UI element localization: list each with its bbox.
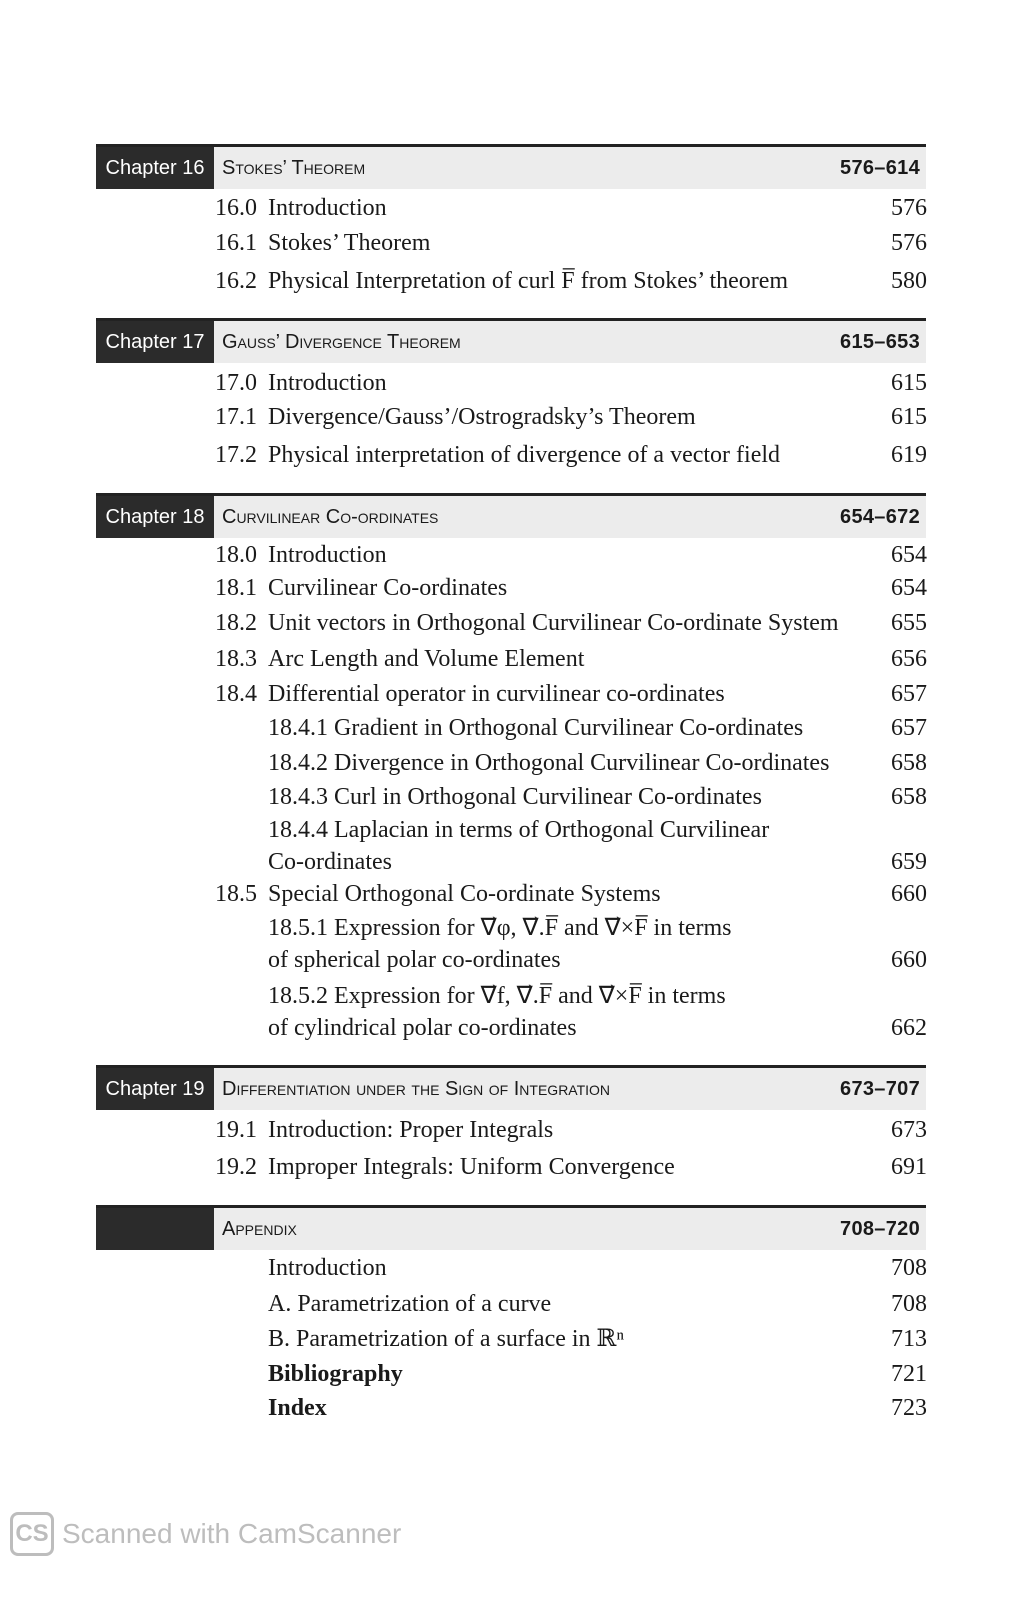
section-title: Improper Integrals: Uniform Convergence: [268, 1154, 675, 1180]
toc-entry[interactable]: [215, 1323, 927, 1355]
subsection-title: 18.4.1 Gradient in Orthogonal Curvilinear Co-ordinates: [268, 715, 804, 741]
watermark-text: Scanned with CamScanner: [62, 1518, 402, 1549]
section-number: 17.0: [215, 370, 257, 396]
section-number: 16.1: [215, 230, 257, 256]
subsection-title: of cylindrical polar co-ordinates: [268, 1015, 577, 1041]
page-number: 615: [891, 404, 927, 430]
toc-entry[interactable]: [215, 265, 927, 297]
chapter-page-range: 576–614: [840, 156, 920, 179]
page-number: 662: [891, 1015, 927, 1041]
section-number: 17.2: [215, 442, 257, 468]
camscanner-watermark: [10, 1512, 401, 1556]
subsection-title: 18.4.4 Laplacian in terms of Orthogonal Curvilinear: [268, 817, 770, 843]
chapter-17-header: [96, 318, 926, 363]
toc-entry[interactable]: [215, 1114, 927, 1146]
toc-entry[interactable]: [215, 678, 927, 710]
section-title: Stokes’ Theorem: [268, 230, 431, 256]
chapter-18-header: [96, 493, 926, 538]
page-number: 721: [891, 1361, 927, 1387]
section-number: 18.0: [215, 542, 257, 568]
section-title: B. Parametrization of a surface in ℝⁿ: [268, 1326, 625, 1352]
section-title: Index: [268, 1395, 327, 1421]
chapter-page-range: 673–707: [840, 1077, 920, 1100]
toc-subentry[interactable]: [215, 747, 927, 779]
subsection-title: of spherical polar co-ordinates: [268, 947, 561, 973]
section-number: 18.2: [215, 610, 257, 636]
chapter-page-range: 654–672: [840, 505, 920, 528]
toc-subentry-continued[interactable]: [215, 944, 927, 976]
page-number: 657: [891, 681, 927, 707]
section-number: 16.0: [215, 195, 257, 221]
page-number: 691: [891, 1154, 927, 1180]
section-title: Arc Length and Volume Element: [268, 646, 585, 672]
section-title: Introduction: Proper Integrals: [268, 1117, 554, 1143]
section-number: 18.3: [215, 646, 257, 672]
toc-entry[interactable]: [215, 1151, 927, 1183]
section-title: Bibliography: [268, 1361, 403, 1387]
page-number: 655: [891, 610, 927, 636]
toc-entry[interactable]: [215, 401, 927, 433]
section-title: Special Orthogonal Co-ordinate Systems: [268, 881, 661, 907]
chapter-label: Chapter 16: [96, 147, 214, 189]
chapter-page-range: 708–720: [840, 1217, 920, 1240]
section-number: 18.1: [215, 575, 257, 601]
section-number: 17.1: [215, 404, 257, 430]
toc-subentry[interactable]: [215, 912, 927, 944]
section-title: Physical Interpretation of curl F̅ from Stokes’ theorem: [268, 268, 789, 294]
page-number: 673: [891, 1117, 927, 1143]
page-number: 708: [891, 1255, 927, 1281]
chapter-label: Chapter 19: [96, 1068, 214, 1110]
page-number: 660: [891, 881, 927, 907]
page-number: 658: [891, 784, 927, 810]
page-number: 723: [891, 1395, 927, 1421]
page-number: 580: [891, 268, 927, 294]
chapter-label: [96, 1208, 214, 1250]
section-title: Introduction: [268, 195, 387, 221]
page-number: 619: [891, 442, 927, 468]
page-number: 657: [891, 715, 927, 741]
chapter-title: Stokes’ Theorem: [222, 156, 366, 179]
section-title: Unit vectors in Orthogonal Curvilinear Co-ordinate System: [268, 610, 839, 636]
chapter-title: Curvilinear Co-ordinates: [222, 505, 439, 528]
section-number: 19.1: [215, 1117, 257, 1143]
subsection-title: 18.4.3 Curl in Orthogonal Curvilinear Co-ordinates: [268, 784, 762, 810]
subsection-title: 18.5.2 Expression for ∇⃗f, ∇⃗.F̅ and ∇⃗×F̅ in terms: [268, 983, 726, 1009]
chapter-page-range: 615–653: [840, 330, 920, 353]
section-number: 16.2: [215, 268, 257, 294]
page-number: 659: [891, 849, 927, 875]
toc-entry[interactable]: [215, 607, 927, 639]
chapter-label: Chapter 17: [96, 321, 214, 363]
chapter-16-header: [96, 144, 926, 189]
toc-subentry[interactable]: [215, 980, 927, 1012]
toc-entry[interactable]: [215, 1252, 927, 1284]
subsection-title: 18.5.1 Expression for ∇⃗φ, ∇⃗.F̅ and ∇⃗×F̅ in terms: [268, 915, 732, 941]
page-number: 615: [891, 370, 927, 396]
toc-subentry[interactable]: [215, 814, 927, 846]
toc-entry[interactable]: [215, 227, 927, 259]
section-title: Introduction: [268, 370, 387, 396]
toc-subentry-continued[interactable]: [215, 1012, 927, 1044]
toc-entry[interactable]: [215, 1288, 927, 1320]
page-number: 708: [891, 1291, 927, 1317]
page-number: 576: [891, 230, 927, 256]
section-title: Divergence/Gauss’/Ostrogradsky’s Theorem: [268, 404, 696, 430]
toc-entry[interactable]: [215, 643, 927, 675]
toc-entry[interactable]: [215, 539, 927, 571]
section-number: 18.4: [215, 681, 257, 707]
toc-subentry[interactable]: [215, 712, 927, 744]
toc-entry[interactable]: [215, 572, 927, 604]
section-title: Introduction: [268, 542, 387, 568]
toc-entry[interactable]: [215, 439, 927, 471]
page-number: 576: [891, 195, 927, 221]
subsection-title: Co-ordinates: [268, 849, 392, 875]
chapter-label: Chapter 18: [96, 496, 214, 538]
page-number: 658: [891, 750, 927, 776]
chapter-title: Differentiation under the Sign of Integration: [222, 1077, 611, 1100]
toc-entry-bibliography[interactable]: [215, 1358, 927, 1390]
chapter-19-header: [96, 1065, 926, 1110]
appendix-title: Appendix: [222, 1217, 297, 1240]
page-number: 654: [891, 542, 927, 568]
page-number: 713: [891, 1326, 927, 1352]
chapter-title: Gauss’ Divergence Theorem: [222, 330, 461, 353]
toc-entry[interactable]: [215, 878, 927, 910]
section-title: Physical interpretation of divergence of a vector field: [268, 442, 781, 468]
section-number: 19.2: [215, 1154, 257, 1180]
toc-entry[interactable]: [215, 367, 927, 399]
toc-entry-index[interactable]: [215, 1392, 927, 1424]
section-number: 18.5: [215, 881, 257, 907]
camscanner-logo-icon: CS: [10, 1512, 54, 1556]
appendix-header: [96, 1205, 926, 1250]
section-title: Introduction: [268, 1255, 387, 1281]
page-number: 656: [891, 646, 927, 672]
page-number: 660: [891, 947, 927, 973]
toc-subentry[interactable]: [215, 781, 927, 813]
page-number: 654: [891, 575, 927, 601]
section-title: Differential operator in curvilinear co-ordinates: [268, 681, 725, 707]
toc-subentry-continued[interactable]: [215, 846, 927, 878]
section-title: A. Parametrization of a curve: [268, 1291, 552, 1317]
toc-entry[interactable]: [215, 192, 927, 224]
subsection-title: 18.4.2 Divergence in Orthogonal Curvilinear Co-ordinates: [268, 750, 830, 776]
section-title: Curvilinear Co-ordinates: [268, 575, 508, 601]
